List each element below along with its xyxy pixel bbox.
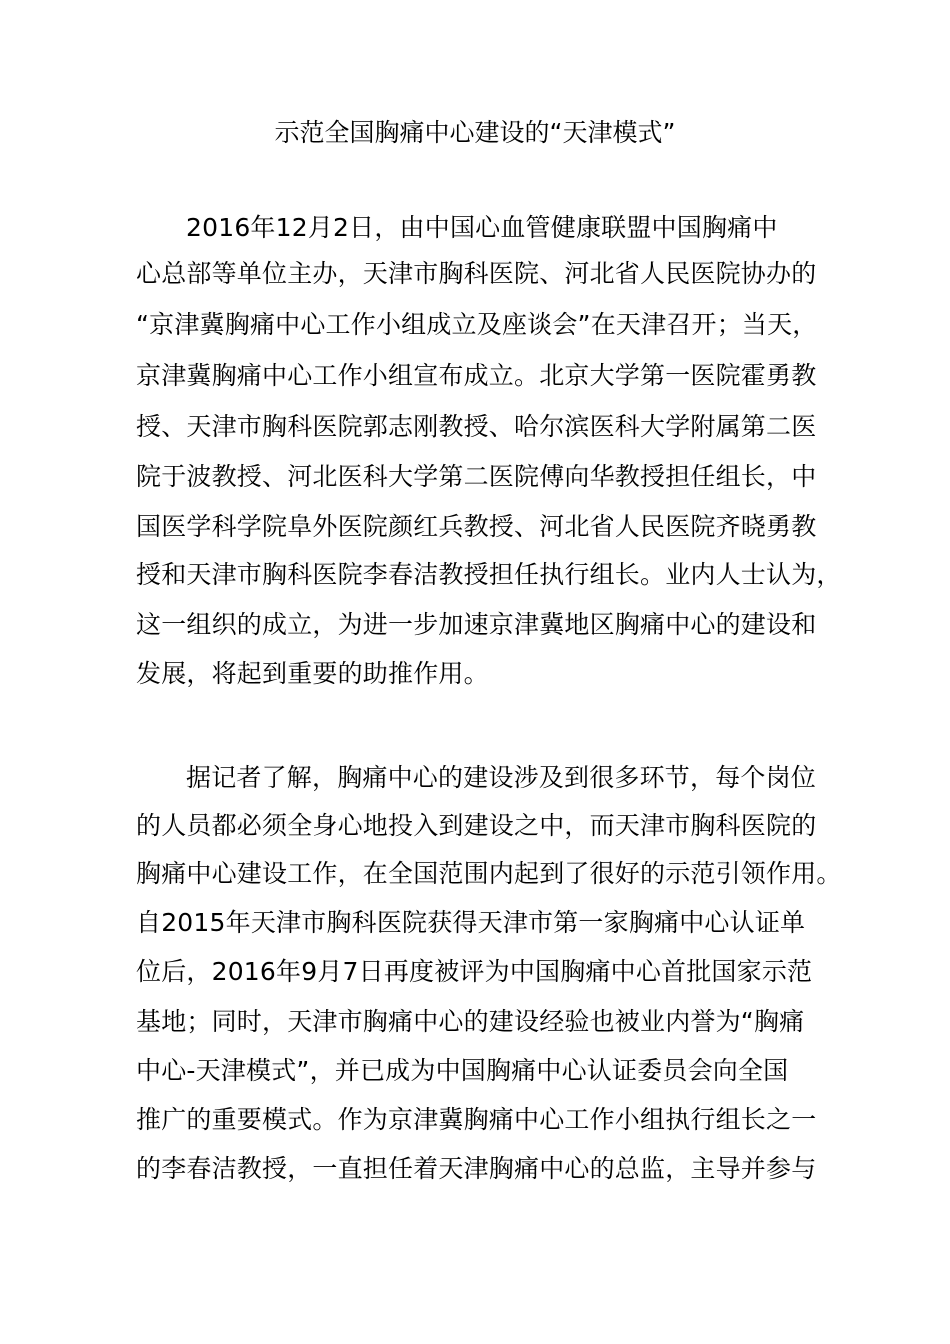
paragraph-2-line-5: 位后，2016年9月7日再度被评为中国胸痛中心首批国家示范 <box>136 957 813 986</box>
paragraph-2-line-3: 胸痛中心建设工作，在全国范围内起到了很好的示范引领作用。 <box>136 859 842 888</box>
paragraph-1-line-3: “京津冀胸痛中心工作小组成立及座谈会”在天津召开；当天， <box>136 310 818 339</box>
paragraph-2-line-7: 中心-天津模式”，并已成为中国胸痛中心认证委员会向全国 <box>136 1056 789 1085</box>
paragraph-1-line-2: 心总部等单位主办，天津市胸科医院、河北省人民医院协办的 <box>136 259 817 288</box>
document-title: 示范全国胸痛中心建设的“天津模式” <box>274 118 676 147</box>
paragraph-1-line-1: 2016年12月2日，由中国心血管健康联盟中国胸痛中 <box>186 213 778 242</box>
paragraph-2-line-8: 推广的重要模式。作为京津冀胸痛中心工作小组执行组长之一 <box>136 1105 817 1134</box>
paragraph-1-line-4: 京津冀胸痛中心工作小组宣布成立。北京大学第一医院霍勇教 <box>136 361 817 390</box>
paragraph-1-line-8: 授和天津市胸科医院李春洁教授担任执行组长。业内人士认为， <box>136 560 842 589</box>
paragraph-1-line-6: 院于波教授、河北医科大学第二医院傅向华教授担任组长，中 <box>136 462 817 491</box>
paragraph-2-line-4: 自2015年天津市胸科医院获得天津市第一家胸痛中心认证单 <box>136 908 806 937</box>
paragraph-2-line-9: 的李春洁教授，一直担任着天津胸痛中心的总监，主导并参与 <box>136 1154 817 1183</box>
paragraph-2-line-6: 基地；同时，天津市胸痛中心的建设经验也被业内誉为“胸痛 <box>136 1007 805 1036</box>
paragraph-2-line-2: 的人员都必须全身心地投入到建设之中，而天津市胸科医院的 <box>136 811 817 840</box>
paragraph-2-line-1: 据记者了解，胸痛中心的建设涉及到很多环节，每个岗位 <box>186 763 817 792</box>
paragraph-1-line-7: 国医学科学院阜外医院颜红兵教授、河北省人民医院齐晓勇教 <box>136 512 817 541</box>
paragraph-1-line-9: 这一组织的成立，为进一步加速京津冀地区胸痛中心的建设和 <box>136 610 817 639</box>
paragraph-1-line-5: 授、天津市胸科医院郭志刚教授、哈尔滨医科大学附属第二医 <box>136 412 817 441</box>
paragraph-1-line-10: 发展，将起到重要的助推作用。 <box>136 659 489 688</box>
